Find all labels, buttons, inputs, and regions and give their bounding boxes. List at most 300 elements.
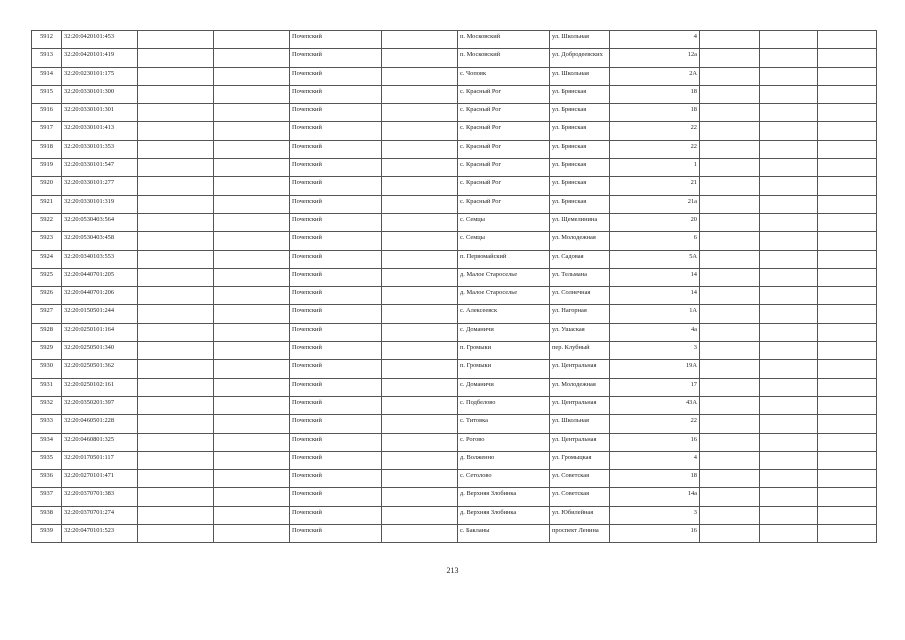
cell-district: Почепский <box>290 67 382 85</box>
cell-house: 43А <box>610 396 700 414</box>
cell-empty <box>760 470 818 488</box>
cell-district: Почепский <box>290 31 382 49</box>
cell-cadastre: 32:20:0350201:397 <box>62 396 138 414</box>
cell-empty <box>760 122 818 140</box>
table-row <box>32 104 877 122</box>
cell-empty <box>382 287 458 305</box>
table-row <box>32 213 877 231</box>
cell-settlement: п. Громыки <box>458 342 550 360</box>
cell-settlement: с. Доманичи <box>458 323 550 341</box>
cell-street: ул. Громыцкая <box>550 451 610 469</box>
cell-street: ул. Тельмана <box>550 268 610 286</box>
cell-no: 5923 <box>32 232 62 250</box>
cell-empty <box>214 415 290 433</box>
cell-empty <box>382 213 458 231</box>
cell-empty <box>138 232 214 250</box>
cell-no: 5922 <box>32 213 62 231</box>
cell-empty <box>382 506 458 524</box>
cell-empty <box>760 433 818 451</box>
cell-district: Почепский <box>290 360 382 378</box>
cell-empty <box>760 323 818 341</box>
cell-settlement: п. Московский <box>458 31 550 49</box>
cell-empty <box>818 213 877 231</box>
cell-empty <box>818 433 877 451</box>
cell-empty <box>138 415 214 433</box>
cell-settlement: д. Малое Староселье <box>458 287 550 305</box>
cell-house: 17 <box>610 378 700 396</box>
cell-empty <box>700 451 760 469</box>
page-number: 213 <box>446 566 459 575</box>
cell-empty <box>700 323 760 341</box>
cell-house: 16 <box>610 433 700 451</box>
cell-street: проспект Ленина <box>550 525 610 543</box>
cell-empty <box>818 122 877 140</box>
cell-empty <box>700 342 760 360</box>
cell-street: ул. Щемелинина <box>550 213 610 231</box>
cell-empty <box>760 396 818 414</box>
cell-empty <box>382 525 458 543</box>
cell-house: 21а <box>610 195 700 213</box>
cell-empty <box>214 378 290 396</box>
cell-empty <box>382 232 458 250</box>
cell-cadastre: 32:20:0420101:419 <box>62 49 138 67</box>
cell-empty <box>818 159 877 177</box>
cell-empty <box>818 140 877 158</box>
cell-street: ул. Молодежная <box>550 378 610 396</box>
table-row <box>32 360 877 378</box>
table-row <box>32 159 877 177</box>
cell-empty <box>138 525 214 543</box>
cell-empty <box>138 104 214 122</box>
table-row <box>32 67 877 85</box>
cell-street: ул. Брянская <box>550 177 610 195</box>
cell-settlement: с. Подбелово <box>458 396 550 414</box>
table-row <box>32 305 877 323</box>
cell-empty <box>760 140 818 158</box>
cell-empty <box>214 287 290 305</box>
cell-empty <box>700 378 760 396</box>
cell-cadastre: 32:20:0330101:300 <box>62 85 138 103</box>
cell-no: 5931 <box>32 378 62 396</box>
cell-empty <box>700 470 760 488</box>
table-row <box>32 323 877 341</box>
cell-no: 5932 <box>32 396 62 414</box>
cell-empty <box>760 104 818 122</box>
cell-empty <box>760 177 818 195</box>
cell-district: Почепский <box>290 415 382 433</box>
cell-settlement: с. Рогово <box>458 433 550 451</box>
cell-empty <box>760 67 818 85</box>
cell-street: ул. Школьная <box>550 31 610 49</box>
table-row <box>32 31 877 49</box>
cell-district: Почепский <box>290 451 382 469</box>
cell-empty <box>214 140 290 158</box>
cell-no: 5921 <box>32 195 62 213</box>
cell-district: Почепский <box>290 122 382 140</box>
cell-district: Почепский <box>290 177 382 195</box>
cell-empty <box>760 360 818 378</box>
cell-settlement: с. Бакланы <box>458 525 550 543</box>
cell-empty <box>214 488 290 506</box>
cell-settlement: с. Алексеевск <box>458 305 550 323</box>
table-row <box>32 49 877 67</box>
cell-empty <box>700 396 760 414</box>
cell-house: 22 <box>610 140 700 158</box>
cell-no: 5939 <box>32 525 62 543</box>
cell-street: ул. Ушаская <box>550 323 610 341</box>
cell-district: Почепский <box>290 250 382 268</box>
table-row <box>32 232 877 250</box>
cell-empty <box>382 323 458 341</box>
cell-district: Почепский <box>290 305 382 323</box>
cell-empty <box>700 287 760 305</box>
cell-empty <box>760 415 818 433</box>
cell-empty <box>760 49 818 67</box>
cell-street: ул. Брянская <box>550 195 610 213</box>
cell-empty <box>138 268 214 286</box>
cell-empty <box>382 305 458 323</box>
cell-empty <box>700 122 760 140</box>
cell-house: 4 <box>610 31 700 49</box>
cell-cadastre: 32:20:0370701:274 <box>62 506 138 524</box>
cell-empty <box>700 250 760 268</box>
table-row <box>32 396 877 414</box>
cell-house: 18 <box>610 85 700 103</box>
cell-house: 14 <box>610 268 700 286</box>
table-row <box>32 433 877 451</box>
cell-empty <box>700 525 760 543</box>
cell-empty <box>382 67 458 85</box>
cell-house: 18 <box>610 470 700 488</box>
cell-house: 12а <box>610 49 700 67</box>
cell-empty <box>214 85 290 103</box>
cell-empty <box>214 342 290 360</box>
cell-street: ул. Брянская <box>550 85 610 103</box>
cell-empty <box>214 396 290 414</box>
cell-cadastre: 32:20:0440701:206 <box>62 287 138 305</box>
cell-district: Почепский <box>290 232 382 250</box>
cell-empty <box>382 31 458 49</box>
cell-empty <box>760 268 818 286</box>
cell-cadastre: 32:20:0230101:175 <box>62 67 138 85</box>
cell-street: ул. Солнечная <box>550 287 610 305</box>
cell-empty <box>382 433 458 451</box>
register-table <box>31 30 877 543</box>
cell-empty <box>818 268 877 286</box>
cell-empty <box>700 49 760 67</box>
cell-empty <box>700 213 760 231</box>
table-row <box>32 378 877 396</box>
cell-empty <box>214 360 290 378</box>
cell-empty <box>214 305 290 323</box>
cell-district: Почепский <box>290 49 382 67</box>
cell-empty <box>214 451 290 469</box>
cell-empty <box>382 85 458 103</box>
cell-empty <box>138 159 214 177</box>
cell-empty <box>760 195 818 213</box>
cell-street: ул. Брянская <box>550 122 610 140</box>
cell-settlement: п. Первомайский <box>458 250 550 268</box>
cell-settlement: с. Сетолово <box>458 470 550 488</box>
cell-cadastre: 32:20:0330101:277 <box>62 177 138 195</box>
cell-no: 5915 <box>32 85 62 103</box>
cell-settlement: д. Волженно <box>458 451 550 469</box>
table-row <box>32 195 877 213</box>
cell-empty <box>382 104 458 122</box>
cell-house: 1 <box>610 159 700 177</box>
cell-house: 19А <box>610 360 700 378</box>
cell-no: 5919 <box>32 159 62 177</box>
cell-district: Почепский <box>290 323 382 341</box>
cell-empty <box>382 159 458 177</box>
cell-no: 5936 <box>32 470 62 488</box>
cell-empty <box>700 67 760 85</box>
cell-empty <box>214 213 290 231</box>
cell-empty <box>214 250 290 268</box>
cell-empty <box>382 451 458 469</box>
cell-empty <box>214 122 290 140</box>
cell-empty <box>760 159 818 177</box>
cell-house: 20 <box>610 213 700 231</box>
cell-empty <box>700 268 760 286</box>
cell-settlement: с. Чоповк <box>458 67 550 85</box>
cell-empty <box>818 177 877 195</box>
cell-empty <box>700 195 760 213</box>
cell-empty <box>818 195 877 213</box>
cell-street: ул. Брянская <box>550 104 610 122</box>
cell-settlement: д. Верхняя Злобинка <box>458 506 550 524</box>
cell-no: 5925 <box>32 268 62 286</box>
cell-empty <box>760 213 818 231</box>
cell-house: 22 <box>610 415 700 433</box>
cell-district: Почепский <box>290 433 382 451</box>
cell-street: ул. Центральная <box>550 396 610 414</box>
cell-empty <box>138 360 214 378</box>
cell-settlement: с. Красный Рог <box>458 85 550 103</box>
cell-empty <box>138 177 214 195</box>
cell-empty <box>138 470 214 488</box>
cell-empty <box>214 433 290 451</box>
cell-empty <box>214 525 290 543</box>
cell-cadastre: 32:20:0440701:205 <box>62 268 138 286</box>
cell-empty <box>760 85 818 103</box>
table-row <box>32 488 877 506</box>
cell-no: 5917 <box>32 122 62 140</box>
cell-empty <box>214 232 290 250</box>
cell-empty <box>760 506 818 524</box>
cell-street: ул. Советская <box>550 470 610 488</box>
cell-street: ул. Садовая <box>550 250 610 268</box>
cell-empty <box>818 378 877 396</box>
cell-street: ул. Центральная <box>550 433 610 451</box>
cell-empty <box>700 104 760 122</box>
cell-settlement: д. Малое Староселье <box>458 268 550 286</box>
cell-settlement: п. Московский <box>458 49 550 67</box>
cell-empty <box>818 85 877 103</box>
cell-empty <box>382 140 458 158</box>
cell-no: 5929 <box>32 342 62 360</box>
cell-empty <box>138 31 214 49</box>
cell-empty <box>818 49 877 67</box>
cell-settlement: д. Верхняя Злобинка <box>458 488 550 506</box>
cell-empty <box>138 67 214 85</box>
cell-empty <box>700 433 760 451</box>
cell-settlement: с. Семцы <box>458 213 550 231</box>
cell-empty <box>700 506 760 524</box>
cell-empty <box>818 250 877 268</box>
table-row <box>32 140 877 158</box>
table-row <box>32 177 877 195</box>
table-row <box>32 451 877 469</box>
table-row <box>32 122 877 140</box>
cell-cadastre: 32:20:0370701:383 <box>62 488 138 506</box>
cell-settlement: с. Красный Рог <box>458 122 550 140</box>
cell-empty <box>760 232 818 250</box>
cell-empty <box>214 470 290 488</box>
cell-empty <box>818 470 877 488</box>
cell-street: ул. Школьная <box>550 67 610 85</box>
cell-empty <box>818 488 877 506</box>
cell-empty <box>818 396 877 414</box>
cell-cadastre: 32:20:0150501:244 <box>62 305 138 323</box>
cell-empty <box>138 342 214 360</box>
cell-empty <box>382 49 458 67</box>
cell-empty <box>214 31 290 49</box>
cell-house: 21 <box>610 177 700 195</box>
cell-no: 5934 <box>32 433 62 451</box>
cell-house: 14 <box>610 287 700 305</box>
cell-empty <box>760 488 818 506</box>
cell-no: 5912 <box>32 31 62 49</box>
table-row <box>32 342 877 360</box>
cell-district: Почепский <box>290 525 382 543</box>
cell-no: 5918 <box>32 140 62 158</box>
cell-empty <box>700 305 760 323</box>
cell-empty <box>700 177 760 195</box>
cell-empty <box>138 305 214 323</box>
table-row <box>32 85 877 103</box>
cell-empty <box>700 31 760 49</box>
table-row <box>32 287 877 305</box>
cell-house: 2А <box>610 67 700 85</box>
cell-empty <box>700 159 760 177</box>
cell-empty <box>818 506 877 524</box>
table-row <box>32 525 877 543</box>
cell-settlement: с. Красный Рог <box>458 140 550 158</box>
cell-street: пер. Клубный <box>550 342 610 360</box>
cell-empty <box>818 31 877 49</box>
cell-empty <box>214 49 290 67</box>
table-row <box>32 415 877 433</box>
cell-empty <box>700 232 760 250</box>
cell-street: ул. Брянская <box>550 159 610 177</box>
cell-empty <box>214 268 290 286</box>
cell-no: 5937 <box>32 488 62 506</box>
cell-settlement: с. Красный Рог <box>458 159 550 177</box>
cell-empty <box>700 415 760 433</box>
cell-empty <box>138 250 214 268</box>
cell-district: Почепский <box>290 213 382 231</box>
cell-cadastre: 32:20:0530403:564 <box>62 213 138 231</box>
cell-house: 4 <box>610 451 700 469</box>
cell-empty <box>138 433 214 451</box>
cell-empty <box>382 415 458 433</box>
cell-district: Почепский <box>290 140 382 158</box>
cell-settlement: с. Красный Рог <box>458 104 550 122</box>
cell-house: 4а <box>610 323 700 341</box>
cell-empty <box>760 451 818 469</box>
cell-empty <box>138 49 214 67</box>
cell-no: 5913 <box>32 49 62 67</box>
cell-empty <box>382 268 458 286</box>
cell-street: ул. Брянская <box>550 140 610 158</box>
cell-cadastre: 32:20:0330101:413 <box>62 122 138 140</box>
cell-street: ул. Юбилейная <box>550 506 610 524</box>
cell-house: 3 <box>610 342 700 360</box>
cell-empty <box>818 525 877 543</box>
cell-empty <box>214 104 290 122</box>
cell-cadastre: 32:20:0250102:161 <box>62 378 138 396</box>
cell-cadastre: 32:20:0270101:471 <box>62 470 138 488</box>
cell-empty <box>382 470 458 488</box>
cell-empty <box>214 177 290 195</box>
cell-cadastre: 32:20:0460501:228 <box>62 415 138 433</box>
cell-empty <box>818 415 877 433</box>
cell-empty <box>214 506 290 524</box>
cell-empty <box>138 451 214 469</box>
cell-street: ул. Добродеевских <box>550 49 610 67</box>
table-row <box>32 250 877 268</box>
cell-no: 5924 <box>32 250 62 268</box>
cell-cadastre: 32:20:0460801:325 <box>62 433 138 451</box>
cell-empty <box>818 323 877 341</box>
cell-house: 3 <box>610 506 700 524</box>
cell-settlement: с. Доманичи <box>458 378 550 396</box>
cell-cadastre: 32:20:0170501:117 <box>62 451 138 469</box>
cell-empty <box>138 195 214 213</box>
cell-empty <box>700 140 760 158</box>
cell-empty <box>818 342 877 360</box>
cell-empty <box>818 287 877 305</box>
cell-district: Почепский <box>290 396 382 414</box>
table-row <box>32 268 877 286</box>
cell-empty <box>700 85 760 103</box>
cell-house: 6 <box>610 232 700 250</box>
cell-no: 5938 <box>32 506 62 524</box>
cell-no: 5914 <box>32 67 62 85</box>
cell-cadastre: 32:20:0530403:458 <box>62 232 138 250</box>
cell-empty <box>382 360 458 378</box>
cell-district: Почепский <box>290 506 382 524</box>
cell-empty <box>760 342 818 360</box>
cell-empty <box>138 140 214 158</box>
cell-district: Почепский <box>290 195 382 213</box>
cell-cadastre: 32:20:0340103:553 <box>62 250 138 268</box>
cell-no: 5930 <box>32 360 62 378</box>
cell-empty <box>760 305 818 323</box>
cell-empty <box>818 451 877 469</box>
cell-district: Почепский <box>290 378 382 396</box>
cell-street: ул. Советская <box>550 488 610 506</box>
cell-cadastre: 32:20:0470101:523 <box>62 525 138 543</box>
cell-empty <box>382 122 458 140</box>
cell-settlement: с. Красный Рог <box>458 195 550 213</box>
cell-district: Почепский <box>290 342 382 360</box>
cell-house: 5А <box>610 250 700 268</box>
cell-district: Почепский <box>290 85 382 103</box>
cell-cadastre: 32:20:0420101:453 <box>62 31 138 49</box>
cell-empty <box>760 250 818 268</box>
